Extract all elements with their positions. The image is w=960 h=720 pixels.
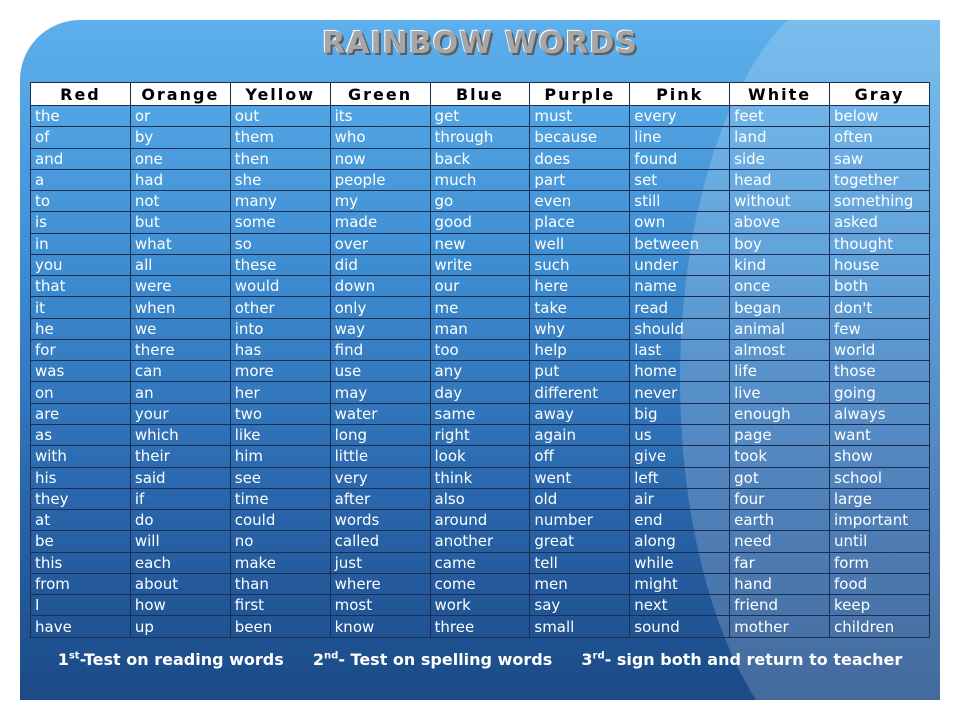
word-cell-orange: up [130, 616, 230, 638]
word-cell-pink: between [630, 233, 730, 254]
word-cell-gray: always [830, 403, 930, 424]
word-cell-blue: good [430, 212, 530, 233]
word-cell-green: where [330, 573, 430, 594]
step-2: 2nd- Test on spelling words [312, 650, 553, 669]
table-row [31, 361, 930, 382]
word-cell-white: earth [730, 510, 830, 531]
column-header-orange: Orange [130, 83, 230, 106]
word-cell-blue: our [430, 276, 530, 297]
word-cell-pink: set [630, 169, 730, 190]
word-cell-blue: any [430, 361, 530, 382]
word-cell-green: called [330, 531, 430, 552]
table-row [31, 595, 930, 616]
word-cell-red: he [31, 318, 131, 339]
word-cell-gray: food [830, 573, 930, 594]
word-cell-orange: what [130, 233, 230, 254]
word-cell-green: way [330, 318, 430, 339]
word-cell-red: you [31, 254, 131, 275]
word-cell-pink: never [630, 382, 730, 403]
word-cell-orange: not [130, 191, 230, 212]
word-cell-gray: going [830, 382, 930, 403]
word-cell-yellow: more [230, 361, 330, 382]
word-cell-orange: their [130, 446, 230, 467]
word-cell-pink: end [630, 510, 730, 531]
word-cell-red: his [31, 467, 131, 488]
word-cell-orange: about [130, 573, 230, 594]
word-cell-pink: air [630, 488, 730, 509]
word-cell-pink: line [630, 127, 730, 148]
word-table [30, 82, 930, 638]
word-cell-blue: new [430, 233, 530, 254]
word-cell-blue: get [430, 106, 530, 127]
word-cell-yellow: been [230, 616, 330, 638]
word-cell-orange: we [130, 318, 230, 339]
word-cell-gray: keep [830, 595, 930, 616]
word-cell-orange: an [130, 382, 230, 403]
word-cell-red: be [31, 531, 131, 552]
word-cell-white: life [730, 361, 830, 382]
word-cell-pink: home [630, 361, 730, 382]
word-cell-blue: day [430, 382, 530, 403]
word-cell-blue: me [430, 297, 530, 318]
word-cell-orange: one [130, 148, 230, 169]
word-table-body [31, 106, 930, 638]
word-cell-green: who [330, 127, 430, 148]
word-cell-orange: will [130, 531, 230, 552]
word-cell-gray: few [830, 318, 930, 339]
table-row [31, 318, 930, 339]
word-cell-white: above [730, 212, 830, 233]
word-cell-green: down [330, 276, 430, 297]
word-cell-yellow: out [230, 106, 330, 127]
word-cell-gray: asked [830, 212, 930, 233]
word-cell-gray: both [830, 276, 930, 297]
word-cell-red: to [31, 191, 131, 212]
word-cell-gray: school [830, 467, 930, 488]
step-3: 3rd- sign both and return to teacher [581, 650, 903, 669]
word-cell-purple: small [530, 616, 630, 638]
word-cell-green: use [330, 361, 430, 382]
word-cell-white: boy [730, 233, 830, 254]
word-cell-purple: tell [530, 552, 630, 573]
word-cell-blue: around [430, 510, 530, 531]
word-cell-gray: form [830, 552, 930, 573]
word-cell-red: have [31, 616, 131, 638]
word-cell-green: long [330, 424, 430, 445]
word-cell-orange: all [130, 254, 230, 275]
word-cell-gray: saw [830, 148, 930, 169]
word-cell-white: friend [730, 595, 830, 616]
word-cell-pink: every [630, 106, 730, 127]
word-cell-yellow: him [230, 446, 330, 467]
word-cell-red: with [31, 446, 131, 467]
word-cell-white: animal [730, 318, 830, 339]
word-cell-red: are [31, 403, 131, 424]
word-cell-purple: take [530, 297, 630, 318]
word-cell-green: words [330, 510, 430, 531]
word-cell-white: page [730, 424, 830, 445]
table-row [31, 488, 930, 509]
word-cell-green: over [330, 233, 430, 254]
word-cell-pink: name [630, 276, 730, 297]
word-cell-blue: write [430, 254, 530, 275]
word-cell-green: its [330, 106, 430, 127]
word-cell-orange: which [130, 424, 230, 445]
table-row [31, 127, 930, 148]
word-cell-red: in [31, 233, 131, 254]
word-cell-pink: left [630, 467, 730, 488]
word-cell-gray: below [830, 106, 930, 127]
word-cell-blue: much [430, 169, 530, 190]
word-cell-orange: do [130, 510, 230, 531]
word-cell-yellow: no [230, 531, 330, 552]
word-cell-yellow: would [230, 276, 330, 297]
header-row [31, 83, 930, 106]
word-cell-green: very [330, 467, 430, 488]
word-cell-green: water [330, 403, 430, 424]
word-cell-yellow: she [230, 169, 330, 190]
word-cell-orange: by [130, 127, 230, 148]
word-cell-white: need [730, 531, 830, 552]
word-cell-red: that [31, 276, 131, 297]
word-cell-pink: give [630, 446, 730, 467]
table-row [31, 531, 930, 552]
word-cell-blue: right [430, 424, 530, 445]
word-cell-white: took [730, 446, 830, 467]
word-cell-red: and [31, 148, 131, 169]
word-cell-white: four [730, 488, 830, 509]
word-cell-purple: men [530, 573, 630, 594]
table-row [31, 233, 930, 254]
word-cell-purple: off [530, 446, 630, 467]
word-cell-white: head [730, 169, 830, 190]
word-cell-pink: under [630, 254, 730, 275]
word-cell-gray: until [830, 531, 930, 552]
word-cell-blue: too [430, 339, 530, 360]
word-cell-blue: man [430, 318, 530, 339]
word-cell-green: did [330, 254, 430, 275]
word-cell-white: hand [730, 573, 830, 594]
column-header-blue: Blue [430, 83, 530, 106]
word-cell-orange: each [130, 552, 230, 573]
word-cell-gray: together [830, 169, 930, 190]
word-cell-gray: something [830, 191, 930, 212]
word-cell-green: little [330, 446, 430, 467]
word-cell-blue: work [430, 595, 530, 616]
column-header-pink: Pink [630, 83, 730, 106]
word-cell-orange: can [130, 361, 230, 382]
word-cell-purple: must [530, 106, 630, 127]
word-cell-green: only [330, 297, 430, 318]
word-cell-white: began [730, 297, 830, 318]
word-cell-red: it [31, 297, 131, 318]
word-cell-orange: how [130, 595, 230, 616]
word-cell-blue: back [430, 148, 530, 169]
word-cell-red: this [31, 552, 131, 573]
word-cell-yellow: them [230, 127, 330, 148]
word-cell-orange: said [130, 467, 230, 488]
word-cell-green: find [330, 339, 430, 360]
word-cell-pink: should [630, 318, 730, 339]
word-cell-pink: sound [630, 616, 730, 638]
word-cell-pink: read [630, 297, 730, 318]
word-cell-orange: but [130, 212, 230, 233]
word-cell-red: is [31, 212, 131, 233]
word-cell-green: just [330, 552, 430, 573]
word-cell-yellow: make [230, 552, 330, 573]
table-row [31, 297, 930, 318]
word-cell-yellow: two [230, 403, 330, 424]
word-cell-green: most [330, 595, 430, 616]
word-cell-orange: when [130, 297, 230, 318]
table-row [31, 424, 930, 445]
word-cell-gray: thought [830, 233, 930, 254]
word-cell-red: they [31, 488, 131, 509]
word-cell-green: my [330, 191, 430, 212]
word-cell-green: now [330, 148, 430, 169]
word-cell-yellow: then [230, 148, 330, 169]
word-cell-red: at [31, 510, 131, 531]
column-header-purple: Purple [530, 83, 630, 106]
word-cell-yellow: than [230, 573, 330, 594]
word-cell-yellow: so [230, 233, 330, 254]
word-cell-yellow: her [230, 382, 330, 403]
word-cell-blue: also [430, 488, 530, 509]
word-cell-purple: number [530, 510, 630, 531]
word-cell-purple: help [530, 339, 630, 360]
word-cell-purple: away [530, 403, 630, 424]
word-cell-green: may [330, 382, 430, 403]
word-cell-blue: come [430, 573, 530, 594]
word-cell-purple: great [530, 531, 630, 552]
word-cell-blue: three [430, 616, 530, 638]
word-cell-purple: part [530, 169, 630, 190]
column-header-red: Red [31, 83, 131, 106]
word-cell-yellow: these [230, 254, 330, 275]
word-cell-pink: last [630, 339, 730, 360]
column-header-gray: Gray [830, 83, 930, 106]
word-cell-blue: go [430, 191, 530, 212]
table-row [31, 382, 930, 403]
word-cell-yellow: first [230, 595, 330, 616]
word-cell-yellow: into [230, 318, 330, 339]
word-cell-purple: here [530, 276, 630, 297]
word-cell-pink: still [630, 191, 730, 212]
word-cell-pink: us [630, 424, 730, 445]
word-cell-orange: or [130, 106, 230, 127]
column-header-yellow: Yellow [230, 83, 330, 106]
word-cell-blue: look [430, 446, 530, 467]
word-cell-yellow: could [230, 510, 330, 531]
word-cell-pink: own [630, 212, 730, 233]
word-cell-pink: next [630, 595, 730, 616]
table-row [31, 510, 930, 531]
word-cell-yellow: like [230, 424, 330, 445]
word-cell-gray: children [830, 616, 930, 638]
word-cell-blue: came [430, 552, 530, 573]
word-cell-pink: big [630, 403, 730, 424]
word-cell-white: mother [730, 616, 830, 638]
step-1: 1st-Test on reading words [57, 650, 284, 669]
word-cell-purple: different [530, 382, 630, 403]
word-cell-green: people [330, 169, 430, 190]
word-cell-gray: show [830, 446, 930, 467]
word-cell-green: after [330, 488, 430, 509]
word-cell-yellow: has [230, 339, 330, 360]
word-cell-red: was [31, 361, 131, 382]
word-cell-white: kind [730, 254, 830, 275]
word-cell-red: as [31, 424, 131, 445]
word-cell-white: almost [730, 339, 830, 360]
word-cell-gray: house [830, 254, 930, 275]
word-cell-white: land [730, 127, 830, 148]
table-row [31, 148, 930, 169]
word-cell-gray: those [830, 361, 930, 382]
word-cell-pink: might [630, 573, 730, 594]
word-cell-orange: your [130, 403, 230, 424]
word-cell-pink: along [630, 531, 730, 552]
word-cell-gray: don't [830, 297, 930, 318]
word-cell-purple: place [530, 212, 630, 233]
word-cell-purple: put [530, 361, 630, 382]
table-row [31, 446, 930, 467]
table-row [31, 573, 930, 594]
word-cell-purple: because [530, 127, 630, 148]
word-cell-purple: say [530, 595, 630, 616]
word-cell-yellow: many [230, 191, 330, 212]
word-cell-purple: old [530, 488, 630, 509]
instructions-footer [0, 650, 960, 669]
table-row [31, 276, 930, 297]
word-cell-orange: if [130, 488, 230, 509]
word-cell-pink: found [630, 148, 730, 169]
word-cell-white: without [730, 191, 830, 212]
word-cell-red: the [31, 106, 131, 127]
word-cell-red: of [31, 127, 131, 148]
column-header-green: Green [330, 83, 430, 106]
word-cell-yellow: other [230, 297, 330, 318]
word-cell-white: once [730, 276, 830, 297]
word-cell-orange: were [130, 276, 230, 297]
word-cell-purple: again [530, 424, 630, 445]
table-row [31, 106, 930, 127]
word-cell-purple: why [530, 318, 630, 339]
table-row [31, 169, 930, 190]
word-cell-purple: does [530, 148, 630, 169]
word-cell-purple: went [530, 467, 630, 488]
word-cell-white: far [730, 552, 830, 573]
word-cell-white: side [730, 148, 830, 169]
table-row [31, 191, 930, 212]
word-cell-green: know [330, 616, 430, 638]
word-cell-yellow: see [230, 467, 330, 488]
word-cell-purple: such [530, 254, 630, 275]
word-cell-white: live [730, 382, 830, 403]
table-row [31, 254, 930, 275]
table-row [31, 403, 930, 424]
word-cell-gray: important [830, 510, 930, 531]
word-cell-white: enough [730, 403, 830, 424]
word-cell-blue: through [430, 127, 530, 148]
word-cell-green: made [330, 212, 430, 233]
word-cell-yellow: time [230, 488, 330, 509]
word-cell-pink: while [630, 552, 730, 573]
table-row [31, 212, 930, 233]
word-cell-gray: often [830, 127, 930, 148]
word-cell-purple: even [530, 191, 630, 212]
word-cell-red: a [31, 169, 131, 190]
table-row [31, 616, 930, 638]
column-header-white: White [730, 83, 830, 106]
word-cell-blue: think [430, 467, 530, 488]
word-cell-orange: had [130, 169, 230, 190]
word-cell-red: for [31, 339, 131, 360]
word-cell-gray: large [830, 488, 930, 509]
word-cell-white: feet [730, 106, 830, 127]
word-cell-gray: want [830, 424, 930, 445]
word-cell-red: from [31, 573, 131, 594]
word-cell-orange: there [130, 339, 230, 360]
page-title: RAINBOW WORDS [322, 26, 638, 61]
word-cell-gray: world [830, 339, 930, 360]
word-cell-yellow: some [230, 212, 330, 233]
word-cell-white: got [730, 467, 830, 488]
word-cell-blue: another [430, 531, 530, 552]
word-cell-red: I [31, 595, 131, 616]
table-row [31, 467, 930, 488]
table-row [31, 552, 930, 573]
word-cell-purple: well [530, 233, 630, 254]
word-cell-red: on [31, 382, 131, 403]
table-row [31, 339, 930, 360]
word-cell-blue: same [430, 403, 530, 424]
